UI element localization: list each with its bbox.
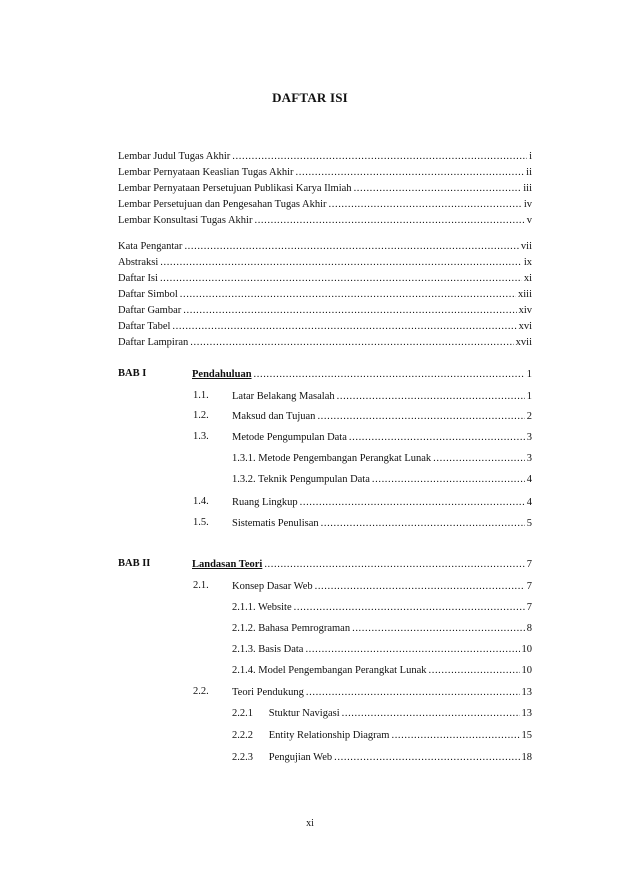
leader-dots: [294, 601, 525, 615]
leader-dots: [306, 686, 520, 700]
toc-entry[interactable]: [118, 304, 532, 318]
entry-page: 8: [526, 623, 532, 634]
entry-page: 4: [526, 497, 532, 508]
leader-dots: [317, 410, 524, 424]
entry-page: xiii: [517, 289, 532, 300]
entry-page: 3: [526, 453, 532, 464]
leader-dots: [184, 240, 518, 254]
toc-entry[interactable]: [118, 182, 532, 196]
entry-label: Lembar Konsultasi Tugas Akhir: [118, 215, 253, 226]
leader-dots: [160, 256, 522, 270]
toc-entry[interactable]: [232, 517, 532, 531]
leader-dots: [349, 431, 525, 445]
section-number: 1.3.: [193, 431, 209, 442]
entry-page: 2: [526, 411, 532, 422]
entry-page: 18: [521, 752, 532, 763]
entry-page: iv: [523, 199, 532, 210]
entry-page: xvii: [515, 337, 532, 348]
toc-subentry[interactable]: [232, 622, 532, 636]
leader-dots: [433, 452, 525, 466]
toc-entry[interactable]: [232, 431, 532, 445]
entry-label: Sistematis Penulisan: [232, 518, 319, 529]
leader-dots: [264, 558, 524, 572]
leader-dots: [232, 150, 527, 164]
entry-label: 1.3.2. Teknik Pengumpulan Data: [232, 474, 370, 485]
entry-page: 5: [526, 518, 532, 529]
leader-dots: [329, 198, 522, 212]
entry-label: Lembar Judul Tugas Akhir: [118, 151, 231, 162]
entry-page: vii: [520, 241, 532, 252]
leader-dots: [372, 473, 525, 487]
toc-entry[interactable]: [232, 686, 532, 700]
entry-label: Abstraksi: [118, 257, 159, 268]
entry-label: 2.2.3 Pengujian Web: [232, 752, 333, 763]
leader-dots: [180, 288, 516, 302]
chapter-code: BAB II: [118, 558, 151, 569]
entry-label: Maksud dan Tujuan: [232, 411, 316, 422]
entry-label: 2.1.3. Basis Data: [232, 644, 304, 655]
entry-label: 2.1.1. Website: [232, 602, 292, 613]
leader-dots: [342, 707, 520, 721]
entry-page: 1: [526, 391, 532, 402]
page-title: DAFTAR ISI: [272, 90, 348, 105]
entry-label: Konsep Dasar Web: [232, 581, 313, 592]
toc-entry[interactable]: [232, 390, 532, 404]
toc-entry[interactable]: [118, 166, 532, 180]
leader-dots: [352, 622, 525, 636]
entry-label: Kata Pengantar: [118, 241, 183, 252]
toc-entry[interactable]: [118, 256, 532, 270]
leader-dots: [190, 336, 513, 350]
entry-label: Metode Pengumpulan Data: [232, 432, 347, 443]
entry-page: 4: [526, 474, 532, 485]
entry-page: 7: [526, 581, 532, 592]
leader-dots: [315, 580, 525, 594]
leader-dots: [183, 304, 516, 318]
entry-label: Latar Belakang Masalah: [232, 391, 335, 402]
chapter-code: BAB I: [118, 368, 147, 379]
entry-label: Lembar Pernyataan Persetujuan Publikasi Karya Ilmiah: [118, 183, 352, 194]
toc-subentry[interactable]: [232, 664, 532, 678]
entry-page: 13: [521, 687, 532, 698]
entry-label: Daftar Simbol: [118, 289, 178, 300]
toc-entry[interactable]: [118, 336, 532, 350]
chapter-entry[interactable]: [192, 368, 532, 382]
entry-label: Teori Pendukung: [232, 687, 304, 698]
leader-dots: [296, 166, 525, 180]
entry-page: xiv: [518, 305, 532, 316]
toc-subentry[interactable]: [232, 452, 532, 466]
toc-subentry[interactable]: [232, 601, 532, 615]
toc-entry[interactable]: [232, 410, 532, 424]
toc-subentry[interactable]: [232, 707, 532, 721]
entry-label: Daftar Isi: [118, 273, 158, 284]
leader-dots: [321, 517, 525, 531]
entry-page: xi: [523, 273, 532, 284]
entry-page: iii: [523, 183, 532, 194]
entry-label: Ruang Lingkup: [232, 497, 298, 508]
leader-dots: [391, 729, 519, 743]
entry-page: 7: [526, 559, 532, 570]
leader-dots: [160, 272, 522, 286]
toc-entry[interactable]: [118, 240, 532, 254]
leader-dots: [429, 664, 520, 678]
entry-page: 1: [526, 369, 532, 380]
leader-dots: [254, 214, 524, 228]
entry-label: Daftar Tabel: [118, 321, 171, 332]
entry-page: 13: [521, 708, 532, 719]
toc-subentry[interactable]: [232, 643, 532, 657]
toc-entry[interactable]: [118, 288, 532, 302]
entry-page: 7: [526, 602, 532, 613]
entry-label: Lembar Persetujuan dan Pengesahan Tugas Akhir: [118, 199, 327, 210]
section-number: 2.1.: [193, 580, 209, 591]
entry-label: Lembar Pernyataan Keaslian Tugas Akhir: [118, 167, 294, 178]
section-number: 1.5.: [193, 517, 209, 528]
entry-page: 10: [521, 665, 532, 676]
entry-label: Daftar Gambar: [118, 305, 182, 316]
entry-label: Daftar Lampiran: [118, 337, 189, 348]
leader-dots: [305, 643, 519, 657]
toc-entry[interactable]: [118, 214, 532, 228]
entry-label: 1.3.1. Metode Pengembangan Perangkat Lunak: [232, 453, 432, 464]
entry-page: ii: [526, 167, 532, 178]
section-number: 1.2.: [193, 410, 209, 421]
toc-entry[interactable]: [232, 580, 532, 594]
toc-entry[interactable]: [118, 198, 532, 212]
toc-subentry[interactable]: [232, 473, 532, 487]
leader-dots: [172, 320, 516, 334]
entry-label: 2.1.2. Bahasa Pemrograman: [232, 623, 351, 634]
leader-dots: [300, 496, 525, 510]
leader-dots: [354, 182, 522, 196]
leader-dots: [337, 390, 525, 404]
toc-entry[interactable]: [118, 320, 532, 334]
toc-entry[interactable]: [232, 496, 532, 510]
entry-label: 2.2.2 Entity Relationship Diagram: [232, 730, 390, 741]
toc-entry[interactable]: [118, 272, 532, 286]
toc-subentry[interactable]: [232, 751, 532, 765]
entry-page: v: [526, 215, 532, 226]
chapter-title: Landasan Teori: [192, 559, 263, 570]
entry-page: ix: [523, 257, 532, 268]
leader-dots: [254, 368, 525, 382]
toc-entry[interactable]: [118, 150, 532, 164]
entry-label: 2.1.4. Model Pengembangan Perangkat Lunak: [232, 665, 427, 676]
section-number: 2.2.: [193, 686, 209, 697]
leader-dots: [334, 751, 519, 765]
entry-label: 2.2.1 Stuktur Navigasi: [232, 708, 340, 719]
toc-subentry[interactable]: [232, 729, 532, 743]
section-number: 1.4.: [193, 496, 209, 507]
entry-page: xvi: [518, 321, 532, 332]
chapter-entry[interactable]: [192, 558, 532, 572]
entry-page: i: [529, 151, 532, 162]
entry-page: 10: [521, 644, 532, 655]
section-number: 1.1.: [193, 390, 209, 401]
page-number: xi: [306, 818, 314, 829]
chapter-title: Pendahuluan: [192, 369, 252, 380]
entry-page: 3: [526, 432, 532, 443]
entry-page: 15: [521, 730, 532, 741]
